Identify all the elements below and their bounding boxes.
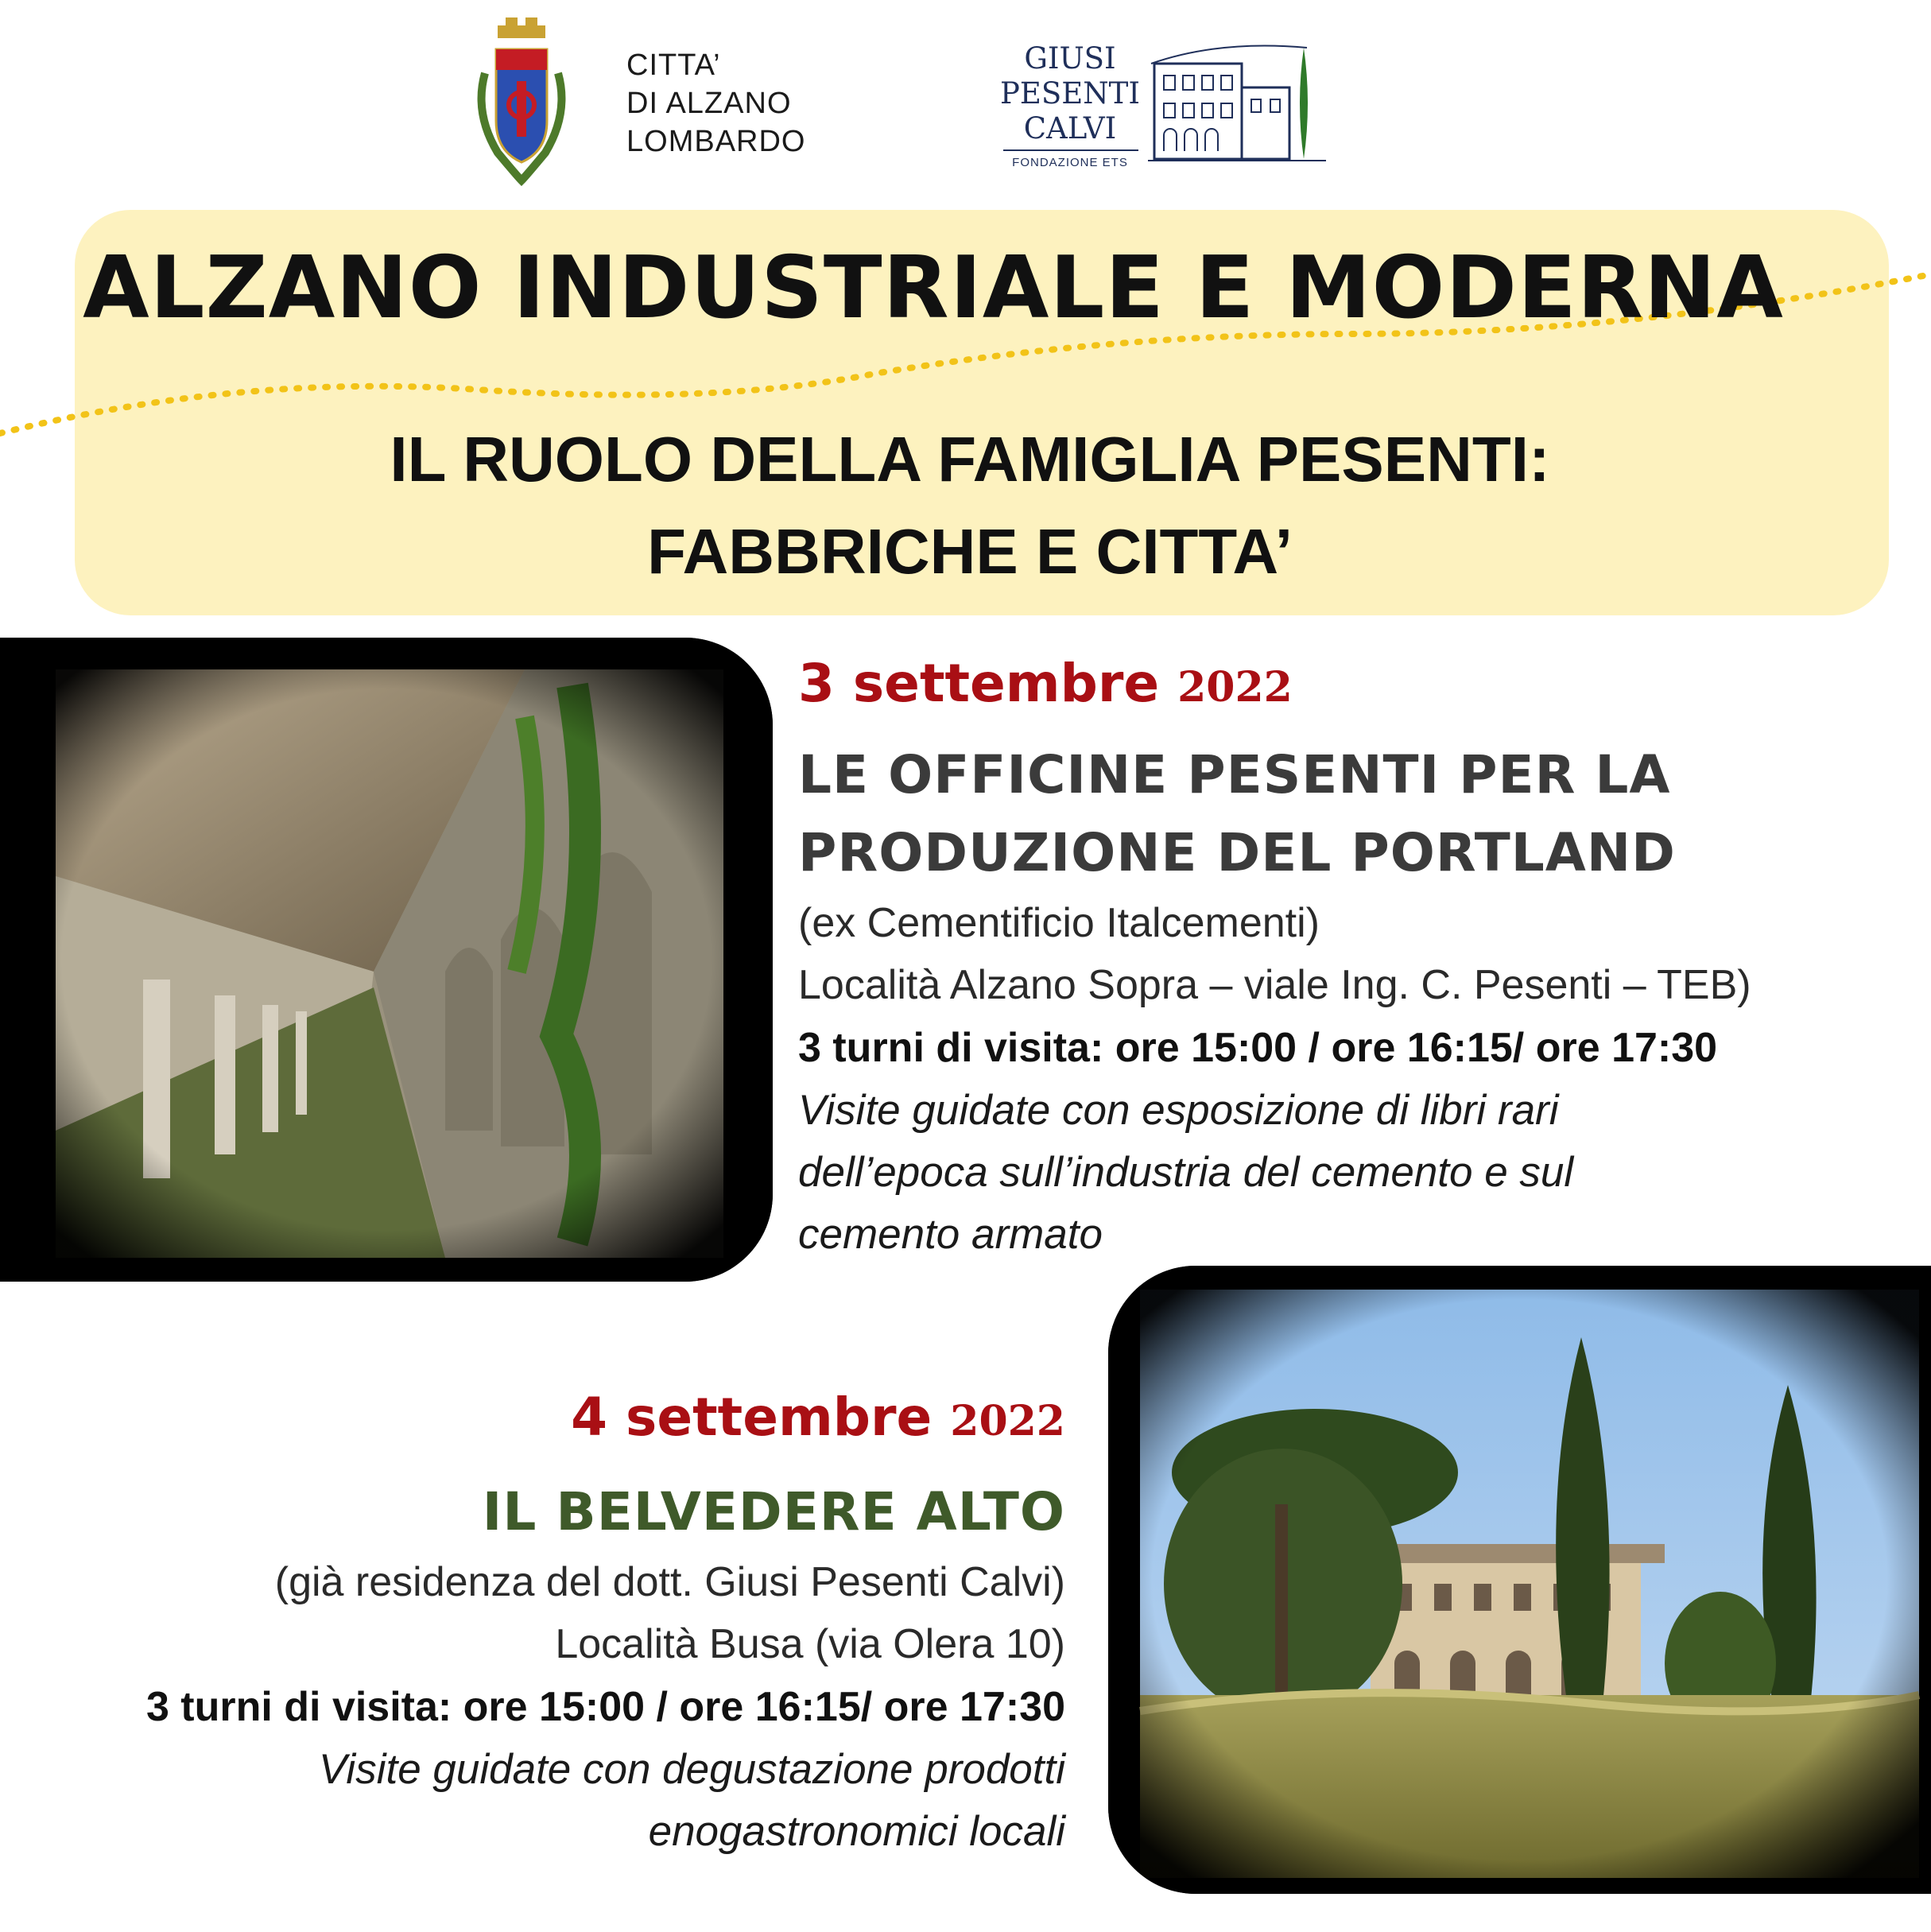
event-title-line: IL BELVEDERE ALTO [482,1481,1065,1542]
event-date-day: 4 settembre [571,1387,933,1448]
event-note-line: cemento armato [798,1211,1103,1258]
photo-cement-works-image [0,638,773,1282]
foundation-name [992,41,1148,146]
event-title-line: LE OFFICINE PESENTI PER LA [798,744,1671,805]
event-visit-times: 3 turni di visita: ore 15:00 / ore 16:15/ ore 17:30 [798,1025,1718,1071]
city-name [626,46,805,161]
foundation-name-line: GIUSI [1024,41,1116,76]
event-detail: (ex Cementificio Italcementi) [798,900,1320,946]
main-title: ALZANO INDUSTRIALE E MODERNA [83,239,1784,338]
photo-belvedere-villa-image [1108,1266,1931,1894]
event-note-line: enogastronomici locali [648,1808,1065,1855]
city-line: LOMBARDO [626,125,806,158]
foundation-subtitle: FONDAZIONE ETS [1012,156,1128,169]
event-2 [32,1382,1065,1863]
event-date-year: 2022 [950,1397,1065,1445]
subtitle-line: FABBRICHE E CITTA’ [647,516,1293,587]
event-visit-times: 3 turni di visita: ore 15:00 / ore 16:15/ ore 17:30 [145,1684,1065,1730]
event-date [798,648,1911,724]
event-date-day: 3 settembre [798,653,1160,714]
foundation-name-line: CALVI [1023,111,1117,145]
foundation-divider [1003,149,1138,151]
event-note-line: Visite guidate con esposizione di libri rari [798,1087,1559,1134]
foundation-logo [992,32,1326,175]
event-note-line: dell’epoca sull’industria del cemento e sul [798,1149,1574,1196]
city-line: CITTA’ [626,48,721,82]
event-title [798,736,1911,892]
event-note-line: Visite guidate con degustazione prodotti [319,1746,1065,1793]
event-1 [798,648,1911,1266]
villa-drawing-icon [1148,40,1326,167]
event-title-line: PRODUZIONE DEL PORTLAND [798,822,1676,883]
city-line: DI ALZANO [626,87,792,120]
event-location: Località Alzano Sopra – viale Ing. C. Pesenti – TEB) [798,962,1751,1008]
photo-belvedere-villa [1108,1266,1931,1894]
city-crest-emblem [474,17,569,186]
foundation-name-line: PESENTI [1000,76,1140,111]
event-date-year: 2022 [1177,663,1293,712]
photo-cement-works [0,638,773,1282]
event-location: Località Busa (via Olera 10) [555,1621,1065,1667]
event-date [32,1382,1065,1457]
event-detail: (già residenza del dott. Giusi Pesenti Calvi) [274,1559,1065,1605]
subtitle-line: IL RUOLO DELLA FAMIGLIA PESENTI: [390,424,1550,495]
subtitle [159,413,1781,598]
event-title [32,1473,1065,1551]
